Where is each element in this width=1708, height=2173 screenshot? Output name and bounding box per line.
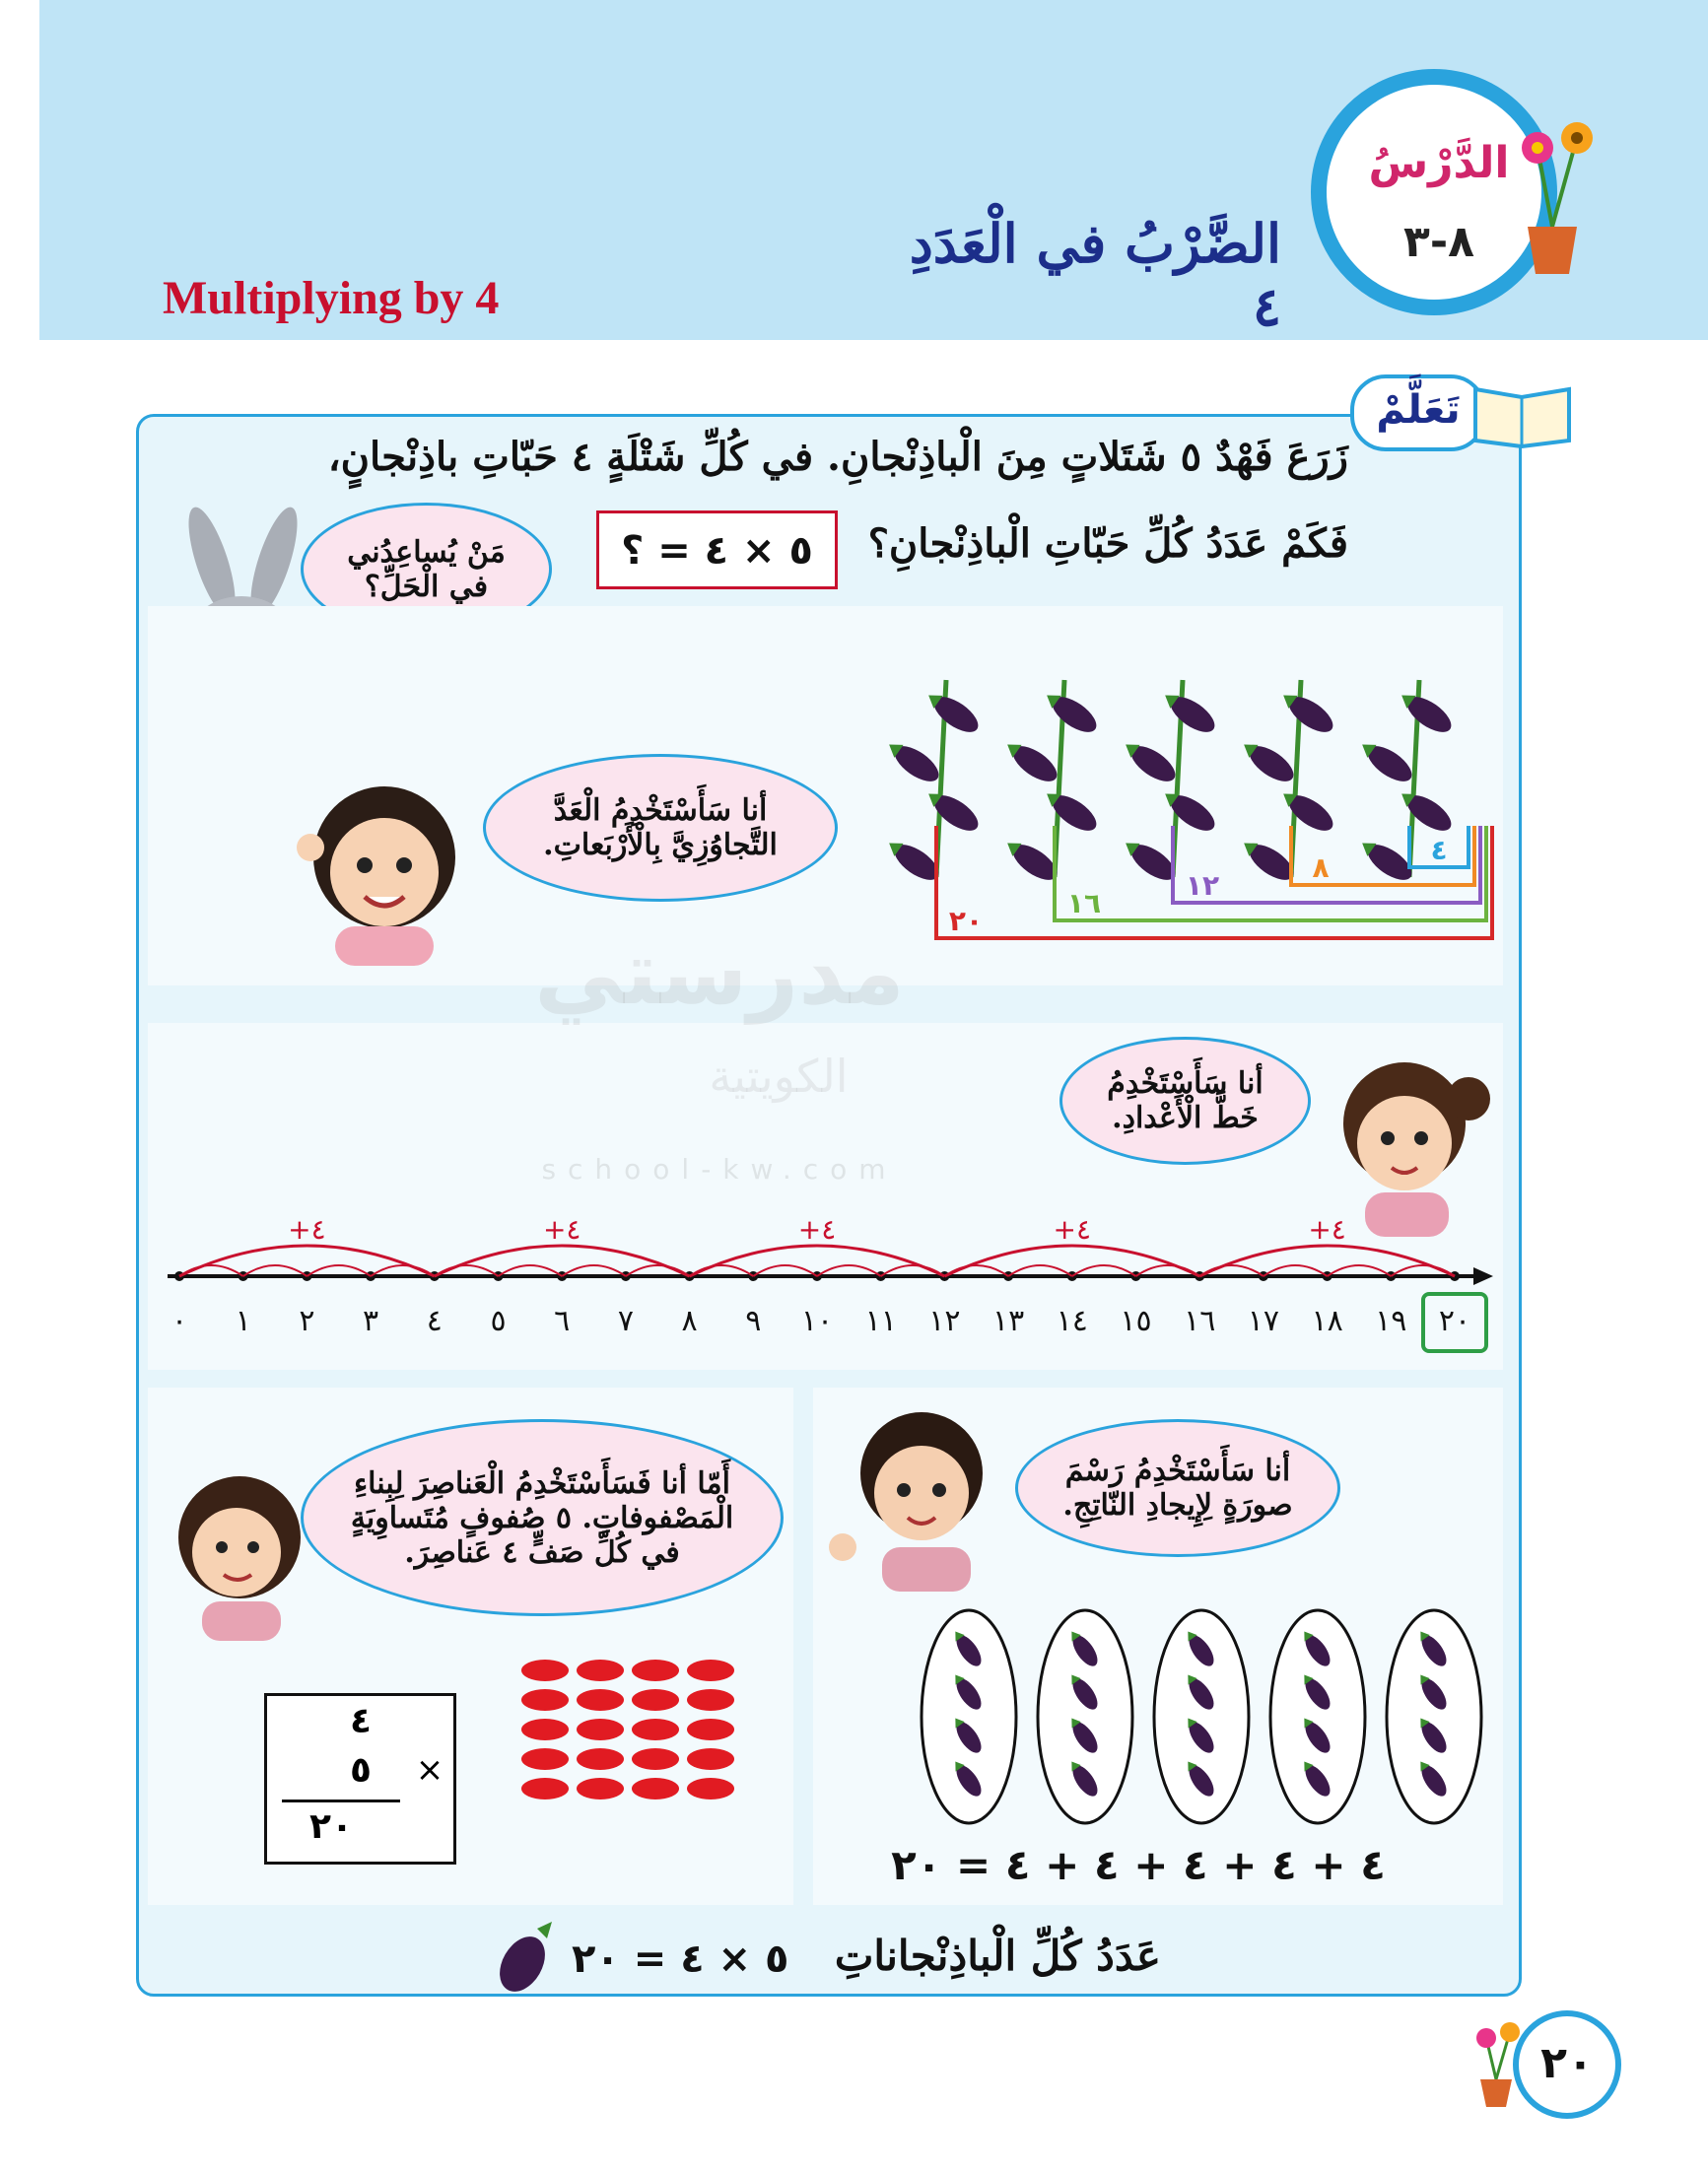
skip-count-label: ٤ bbox=[1430, 834, 1448, 866]
eggplant bbox=[1276, 784, 1338, 838]
eggplant-icon bbox=[493, 1917, 562, 1996]
eggplant bbox=[1395, 784, 1457, 838]
array-counter bbox=[521, 1719, 569, 1740]
girl-avatar bbox=[286, 779, 473, 966]
vertical-top-number: ٤ bbox=[350, 1701, 372, 1741]
bubble-line: في الْحَلِّ؟ bbox=[364, 569, 489, 604]
number-line-label: ٤ bbox=[426, 1304, 443, 1338]
array-counter bbox=[577, 1719, 624, 1740]
number-line-label: ٢٠ bbox=[1438, 1304, 1471, 1338]
bubble-line: أَمّا أنا فَسَأَسْتَخْدِمُ الْعَناصِرَ لِبِناءِ bbox=[354, 1465, 730, 1501]
array-counter bbox=[521, 1748, 569, 1770]
eggplant bbox=[882, 735, 944, 788]
number-line-label: ٦ bbox=[554, 1304, 571, 1338]
number-line-label: ٩ bbox=[745, 1304, 762, 1338]
array-counter bbox=[687, 1748, 734, 1770]
eggplant bbox=[1276, 686, 1338, 739]
number-line bbox=[148, 1202, 1503, 1360]
conclusion-equation: ٥ × ٤ = ٢٠ bbox=[572, 1936, 789, 1982]
page-number: ٢٠ bbox=[1513, 2010, 1621, 2119]
skip-count-label: ١٦ bbox=[1066, 887, 1102, 919]
jump-label: +٤ bbox=[288, 1213, 326, 1246]
watermark-subtext: الكويتية bbox=[709, 1050, 849, 1103]
jump-label: +٤ bbox=[1053, 1213, 1092, 1246]
lesson-word: الدَّرْسُ bbox=[1368, 138, 1510, 188]
conclusion-label: عَدَدُ كُلِّ الْباذِنْجاناتِ bbox=[834, 1932, 1161, 1980]
eggplant-groups-figure bbox=[917, 1606, 1488, 1828]
bubble-line: الْمَصْفوفاتِ. ٥ صُفوفٍ مُتَساوِيَةٍ bbox=[350, 1500, 734, 1535]
bubble-line: مَنْ يُساعِدُني bbox=[347, 534, 506, 570]
lesson-number: ٨-٣ bbox=[1403, 217, 1474, 267]
array-counter bbox=[687, 1719, 734, 1740]
eggplant bbox=[1119, 735, 1181, 788]
book-icon bbox=[1470, 379, 1574, 448]
eggplant bbox=[1158, 784, 1220, 838]
girl3-speech-bubble bbox=[1015, 1419, 1340, 1557]
number-line-label: ١ bbox=[235, 1304, 251, 1338]
eggplant bbox=[922, 784, 984, 838]
array-counter bbox=[521, 1778, 569, 1800]
number-line-label: ١٩ bbox=[1375, 1304, 1407, 1338]
number-line-label: ١٠ bbox=[800, 1304, 834, 1338]
number-line-label: ١٥ bbox=[1120, 1304, 1152, 1338]
eggplant bbox=[922, 686, 984, 739]
skip-count-label: ١٢ bbox=[1185, 869, 1220, 902]
array-counter bbox=[577, 1660, 624, 1681]
eggplant bbox=[1158, 686, 1220, 739]
bubble-line: خَطَّ الْأَعْدادِ. bbox=[1112, 1101, 1259, 1135]
bubble-line: أنا سَأَسْتَخْدِمُ رَسْمَ bbox=[1064, 1454, 1291, 1488]
lesson-title-en: Multiplying by 4 bbox=[163, 272, 500, 324]
bubble-line: صورَةٍ لِإِيجادِ النّاتِجِ. bbox=[1062, 1488, 1293, 1523]
bubble-line: في كُلِّ صَفٍّ ٤ عَناصِرَ. bbox=[404, 1534, 680, 1570]
flower-pot-icon bbox=[1508, 118, 1597, 276]
problem-equation: ٥ × ٤ = ؟ bbox=[596, 510, 838, 589]
bubble-line: أنا سَأَسْتَخْدِمُ الْعَدَّ bbox=[553, 793, 768, 828]
watermark-url: school-kw.com bbox=[541, 1153, 898, 1186]
repeated-addition-equation: ٤ + ٤ + ٤ + ٤ + ٤ = ٢٠ bbox=[891, 1841, 1386, 1889]
problem-line-2: فَكَمْ عَدَدُ كُلِّ حَبّاتِ الْباذِنْجانِ؟ bbox=[867, 520, 1348, 567]
problem-line-1: زَرَعَ فَهْدٌ ٥ شَتَلاتٍ مِنَ الْباذِنْجانِ. في كُلِّ شَتْلَةٍ ٤ حَبّاتِ باذِنْجانٍ، bbox=[327, 434, 1348, 480]
counters-array bbox=[517, 1651, 744, 1808]
number-line-label: ١٨ bbox=[1311, 1304, 1343, 1338]
number-line-label: ١٦ bbox=[1184, 1304, 1216, 1338]
axis-arrow bbox=[1473, 1267, 1493, 1285]
eggplant-plants-figure bbox=[828, 670, 1498, 956]
array-counter bbox=[632, 1778, 679, 1800]
number-line-label: ٣ bbox=[363, 1304, 379, 1338]
multiply-sign: × bbox=[415, 1750, 444, 1790]
array-counter bbox=[687, 1660, 734, 1681]
watermark-text: مدرستي bbox=[534, 921, 905, 1025]
bubble-line: التَّجاوُزِيَّ بِالْأَرْبَعاتِ. bbox=[543, 828, 778, 862]
jump-label: +٤ bbox=[1308, 1213, 1346, 1246]
number-line-label: ٧ bbox=[617, 1304, 634, 1338]
vertical-rule bbox=[282, 1800, 400, 1802]
array-counter bbox=[521, 1689, 569, 1711]
eggplant bbox=[1040, 686, 1102, 739]
array-counter bbox=[632, 1748, 679, 1770]
eggplant bbox=[1355, 735, 1417, 788]
flower-pot-icon bbox=[1469, 2020, 1523, 2109]
eggplant bbox=[1237, 735, 1299, 788]
array-counter bbox=[577, 1748, 624, 1770]
number-line-label: ١٢ bbox=[928, 1304, 961, 1338]
array-counter bbox=[632, 1719, 679, 1740]
number-line-label: ١١ bbox=[864, 1304, 897, 1338]
vertical-bottom-number: ٥ bbox=[350, 1750, 372, 1791]
number-line-label: ١٤ bbox=[1056, 1304, 1088, 1338]
array-counter bbox=[577, 1778, 624, 1800]
number-line-label: ٠ bbox=[171, 1304, 188, 1338]
girl-avatar bbox=[823, 1399, 1000, 1596]
number-line-label: ٥ bbox=[490, 1304, 507, 1338]
vertical-result: ٢٠ bbox=[309, 1806, 353, 1847]
girl2-speech-bubble bbox=[1059, 1037, 1311, 1165]
learn-tag: تَعَلَّمْ bbox=[1350, 374, 1486, 451]
number-line-label: ٢ bbox=[299, 1304, 315, 1338]
number-line-label: ١٣ bbox=[991, 1304, 1025, 1338]
girl1-speech-bubble bbox=[483, 754, 838, 902]
number-line-label: ٨ bbox=[681, 1304, 698, 1338]
skip-count-label: ٨ bbox=[1312, 851, 1330, 884]
bubble-line: أنا سَأَسْتَخْدِمُ bbox=[1107, 1066, 1264, 1101]
array-counter bbox=[687, 1689, 734, 1711]
jump-label: +٤ bbox=[542, 1213, 581, 1246]
eggplant bbox=[1040, 784, 1102, 838]
vertical-multiplication-box bbox=[264, 1693, 456, 1865]
girl4-speech-bubble bbox=[301, 1419, 784, 1616]
jump-label: +٤ bbox=[797, 1213, 837, 1246]
array-counter bbox=[632, 1660, 679, 1681]
array-counter bbox=[632, 1689, 679, 1711]
eggplant bbox=[1000, 735, 1062, 788]
array-counter bbox=[521, 1660, 569, 1681]
skip-count-label: ٢٠ bbox=[948, 905, 984, 937]
eggplant bbox=[1395, 686, 1457, 739]
girl-avatar bbox=[163, 1459, 315, 1646]
number-line-label: ١٧ bbox=[1247, 1304, 1280, 1338]
array-counter bbox=[577, 1689, 624, 1711]
array-counter bbox=[687, 1778, 734, 1800]
lesson-title-ar: الضَّرْبُ في الْعَدَدِ ٤ bbox=[909, 212, 1281, 338]
